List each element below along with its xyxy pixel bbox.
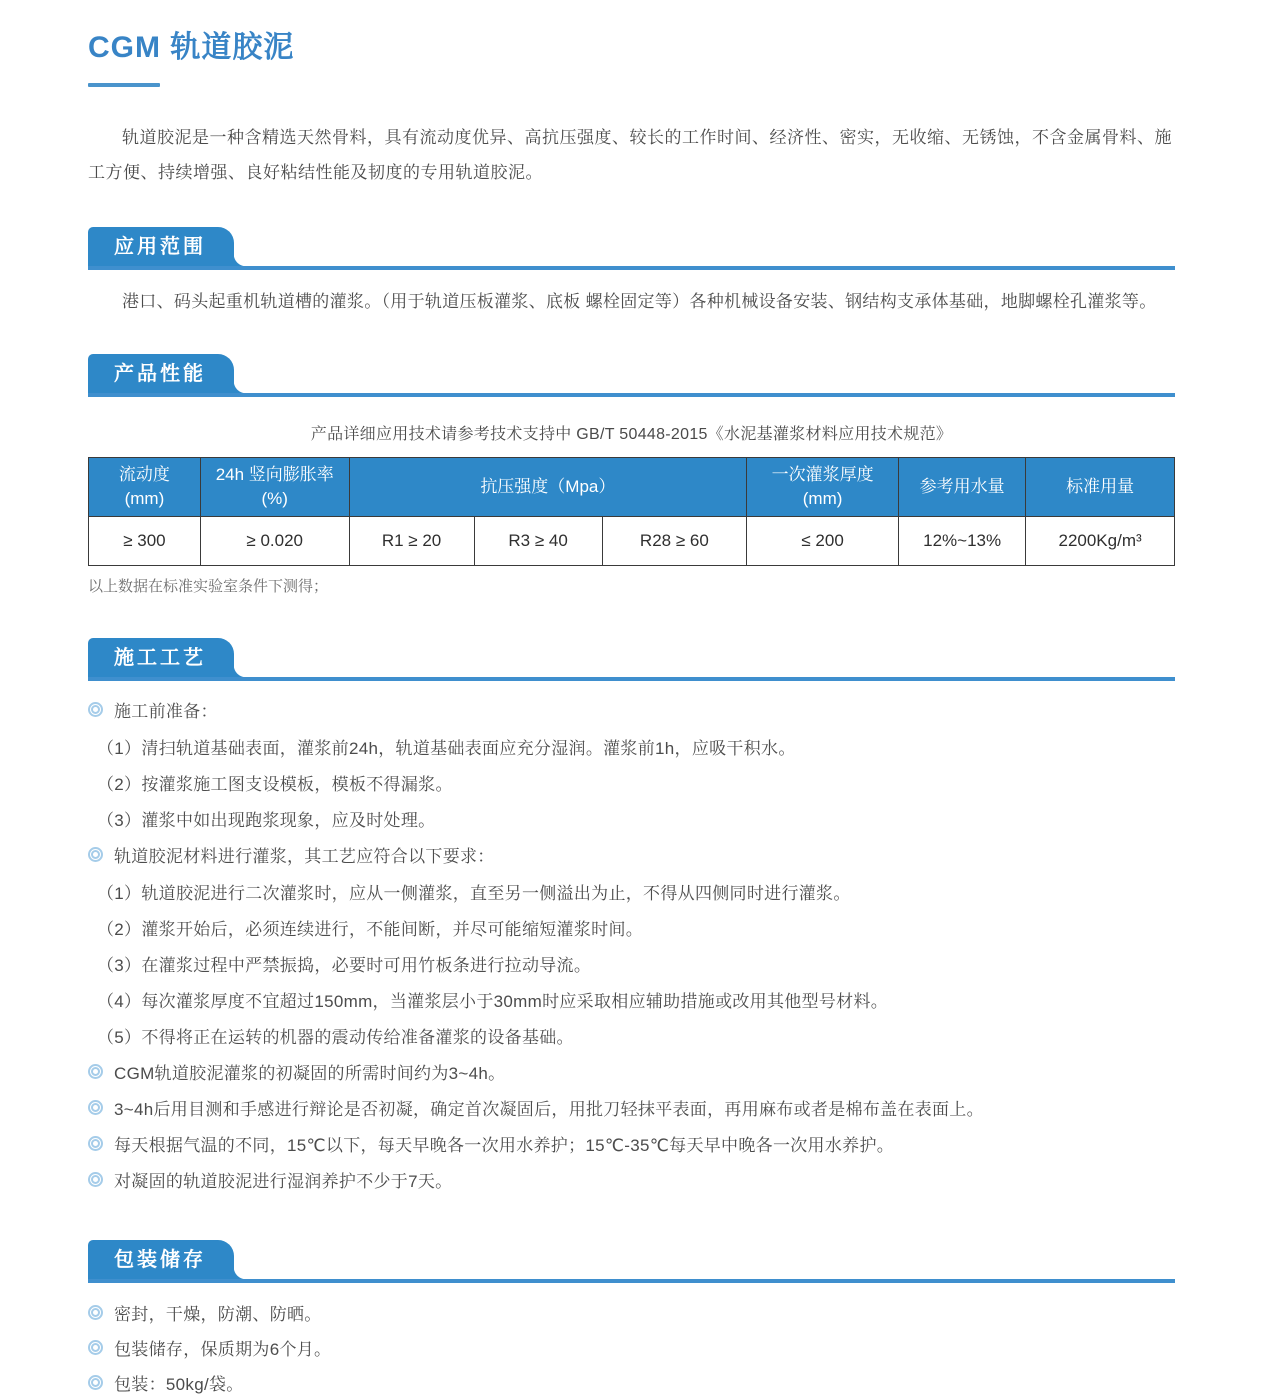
list-item-text: （3）在灌浆过程中严禁振捣，必要时可用竹板条进行拉动导流。 <box>97 956 592 975</box>
list-item-text: 密封，干燥，防潮、防晒。 <box>114 1305 322 1324</box>
list-item <box>88 845 1175 869</box>
list-item-text: 3~4h后用目测和手感进行辩论是否初凝，确定首次凝固后，用批刀轻抹平表面，再用麻布或者是棉布盖在表面上。 <box>114 1100 984 1119</box>
list-item <box>88 737 1175 761</box>
list-item <box>88 700 1175 724</box>
list-item <box>88 1098 1175 1122</box>
table-cell-r3: R3 ≥ 40 <box>474 517 602 566</box>
header-label: 抗压强度（Mpa） <box>480 477 616 496</box>
list-item-text: 包装：50kg/袋。 <box>114 1375 244 1394</box>
list-item <box>88 918 1175 942</box>
table-header-thickness <box>747 458 899 517</box>
list-item-text: 包装储存，保质期为6个月。 <box>114 1340 332 1359</box>
ring-bullet-icon <box>88 1100 103 1115</box>
section-tab-process: 施工工艺 <box>88 638 234 677</box>
list-item-text: 轨道胶泥材料进行灌浆，其工艺应符合以下要求： <box>114 847 495 866</box>
table-cell-dosage: 2200Kg/m³ <box>1026 517 1175 566</box>
table-cell-r28: R28 ≥ 60 <box>602 517 746 566</box>
ring-bullet-icon <box>88 1305 103 1320</box>
ring-bullet-icon <box>88 702 103 717</box>
list-item-text: （1）轨道胶泥进行二次灌浆时，应从一侧灌浆，直至另一侧溢出为止，不得从四侧同时进行灌浆。 <box>97 884 851 903</box>
header-label: 24h 竖向膨胀率 <box>215 465 334 484</box>
header-unit: (%) <box>261 489 288 508</box>
intro-paragraph: 轨道胶泥是一种含精选天然骨料，具有流动度优异、高抗压强度、较长的工作时间、经济性、密实，无收缩、无锈蚀，不含金属骨料、施工方便、持续增强、良好粘结性能及韧度的专用轨道胶泥。 <box>88 128 1172 182</box>
list-item-text: CGM轨道胶泥灌浆的初凝固的所需时间约为3~4h。 <box>114 1064 506 1083</box>
section-header-process <box>88 638 1175 681</box>
ring-bullet-icon <box>88 1172 103 1187</box>
list-item <box>88 990 1175 1014</box>
section-header-performance <box>88 354 1175 397</box>
list-item-text: （4）每次灌浆厚度不宜超过150mm，当灌浆层小于30mm时应采取相应辅助措施或改用其他型号材料。 <box>97 992 889 1011</box>
table-cell-r1: R1 ≥ 20 <box>349 517 474 566</box>
application-body: 港口、码头起重机轨道槽的灌浆。（用于轨道压板灌浆、底板 螺栓固定等）各种机械设备安装、钢结构支承体基础，地脚螺栓孔灌浆等。 <box>122 292 1157 311</box>
list-item <box>88 1338 1175 1362</box>
list-item <box>88 773 1175 797</box>
ring-bullet-icon <box>88 1375 103 1390</box>
table-cell-water: 12%~13% <box>899 517 1026 566</box>
title-underline <box>88 83 160 87</box>
list-item <box>88 954 1175 978</box>
section-tab-packaging: 包装储存 <box>88 1240 234 1279</box>
list-item <box>88 1373 1175 1397</box>
section-tab-application: 应用范围 <box>88 227 234 266</box>
table-value-row <box>89 517 1175 566</box>
table-header-row <box>89 458 1175 517</box>
table-cell-expansion: ≥ 0.020 <box>200 517 349 566</box>
process-list <box>88 700 1175 1194</box>
ring-bullet-icon <box>88 1136 103 1151</box>
list-item <box>88 1170 1175 1194</box>
list-item-text: （2）按灌浆施工图支设模板，模板不得漏浆。 <box>97 775 453 794</box>
list-item <box>88 809 1175 833</box>
table-cell-thickness: ≤ 200 <box>747 517 899 566</box>
ring-bullet-icon <box>88 847 103 862</box>
table-cell-fluidity: ≥ 300 <box>89 517 201 566</box>
ring-bullet-icon <box>88 1064 103 1079</box>
table-header-compressive <box>349 458 746 517</box>
table-footnote: 以上数据在标准实验室条件下测得； <box>88 578 329 595</box>
list-item <box>88 1026 1175 1050</box>
list-item-text: （5）不得将正在运转的机器的震动传给准备灌浆的设备基础。 <box>97 1028 574 1047</box>
performance-table <box>88 457 1175 566</box>
packaging-list <box>88 1303 1175 1397</box>
section-header-packaging <box>88 1240 1175 1283</box>
list-item-text: 施工前准备： <box>114 702 218 721</box>
header-unit: (mm) <box>124 489 165 508</box>
list-item <box>88 1134 1175 1158</box>
page-title: CGM 轨道胶泥 <box>88 31 295 64</box>
header-label: 一次灌浆厚度 <box>771 465 874 484</box>
section-header-application <box>88 227 1175 270</box>
list-item <box>88 1062 1175 1086</box>
header-label: 标准用量 <box>1066 477 1135 496</box>
list-item <box>88 1303 1175 1327</box>
list-item-text: （3）灌浆中如出现跑浆现象，应及时处理。 <box>97 811 436 830</box>
table-header-dosage <box>1026 458 1175 517</box>
table-header-water <box>899 458 1026 517</box>
section-tab-performance: 产品性能 <box>88 354 234 393</box>
list-item <box>88 882 1175 906</box>
table-header-expansion <box>200 458 349 517</box>
ring-bullet-icon <box>88 1340 103 1355</box>
table-header-fluidity <box>89 458 201 517</box>
list-item-text: （1）清扫轨道基础表面，灌浆前24h，轨道基础表面应充分湿润。灌浆前1h，应吸干积水。 <box>97 739 796 758</box>
header-unit: (mm) <box>802 489 843 508</box>
list-item-text: 每天根据气温的不同，15℃以下，每天早晚各一次用水养护；15℃-35℃每天早中晚各一次用水养护。 <box>114 1136 895 1155</box>
header-label: 参考用水量 <box>919 477 1005 496</box>
performance-note: 产品详细应用技术请参考技术支持中 GB/T 50448-2015《水泥基灌浆材料应用技术规范》 <box>310 426 953 443</box>
header-label: 流动度 <box>118 465 170 484</box>
list-item-text: 对凝固的轨道胶泥进行湿润养护不少于7天。 <box>114 1172 453 1191</box>
list-item-text: （2）灌浆开始后，必须连续进行，不能间断，并尽可能缩短灌浆时间。 <box>97 920 644 939</box>
